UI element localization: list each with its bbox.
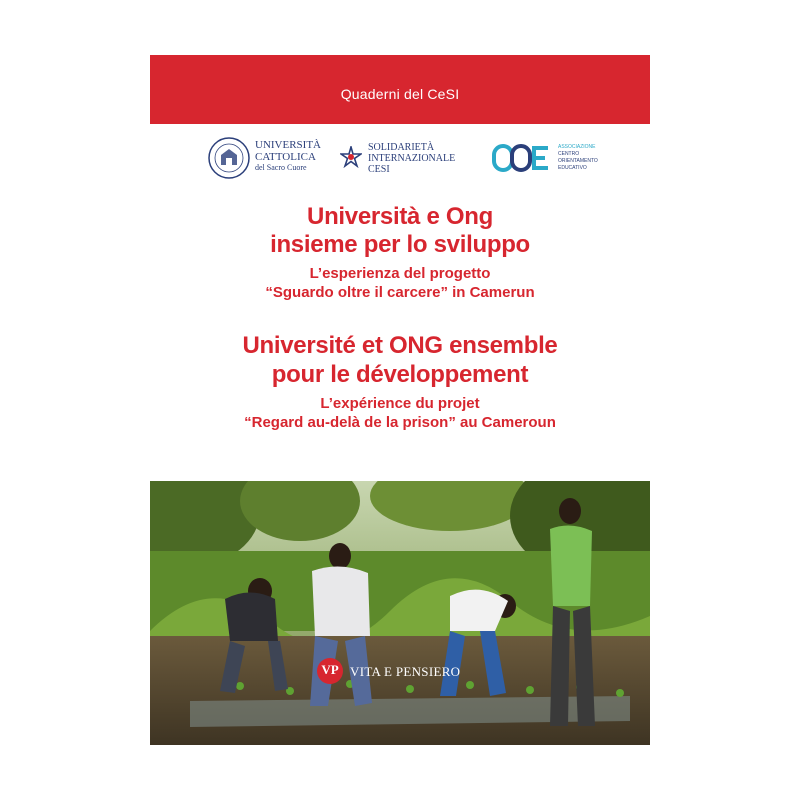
book-cover [150,55,650,745]
coe-mark-icon [492,144,554,174]
coe-logo [492,135,602,185]
title-italian-line1: Università e Ong [307,203,493,230]
ucsc-seal-icon [208,137,250,179]
coe-line4: EDUCATIVO [558,165,587,171]
title-italian-line2: insieme per lo sviluppo [270,231,530,258]
title-french-line2: pour le développement [271,361,529,388]
coe-line2: CENTRO [558,151,580,157]
ucsc-line2: CATTOLICA [255,151,316,163]
cover-photo [150,481,650,745]
ucsc-logo [208,135,338,185]
vp-mark: VP [321,662,339,677]
publisher-logo [316,653,491,693]
series-band [150,55,650,124]
cesi-line1: SOLIDARIETÀ [368,142,435,153]
coe-line1: ASSOCIAZIONE [558,144,596,150]
title-french-line1: Université et ONG ensemble [242,332,558,359]
subtitle-italian-line2: “Sguardo oltre il carcere” in Camerun [265,284,535,301]
coe-line3: ORIENTAMENTO [558,158,598,164]
series-title: Quaderni del CeSI [340,86,460,102]
subtitle-french-line1: L’expérience du projet [320,395,480,412]
ucsc-line1: UNIVERSITÀ [255,139,321,151]
partner-logos [150,135,650,185]
subtitle-french-line2: “Regard au-delà de la prison” au Cameroun [244,414,556,431]
cesi-line2: INTERNAZIONALE [368,153,456,164]
publisher-name: VITA E PENSIERO [350,664,461,679]
cesi-logo [340,135,470,185]
subtitle-italian-line1: L’esperienza del progetto [309,265,491,282]
cesi-line3: CESI [368,164,390,175]
field-workers-photo [150,481,650,745]
cesi-star-icon [340,146,362,168]
ucsc-line3: del Sacro Cuore [255,163,307,172]
